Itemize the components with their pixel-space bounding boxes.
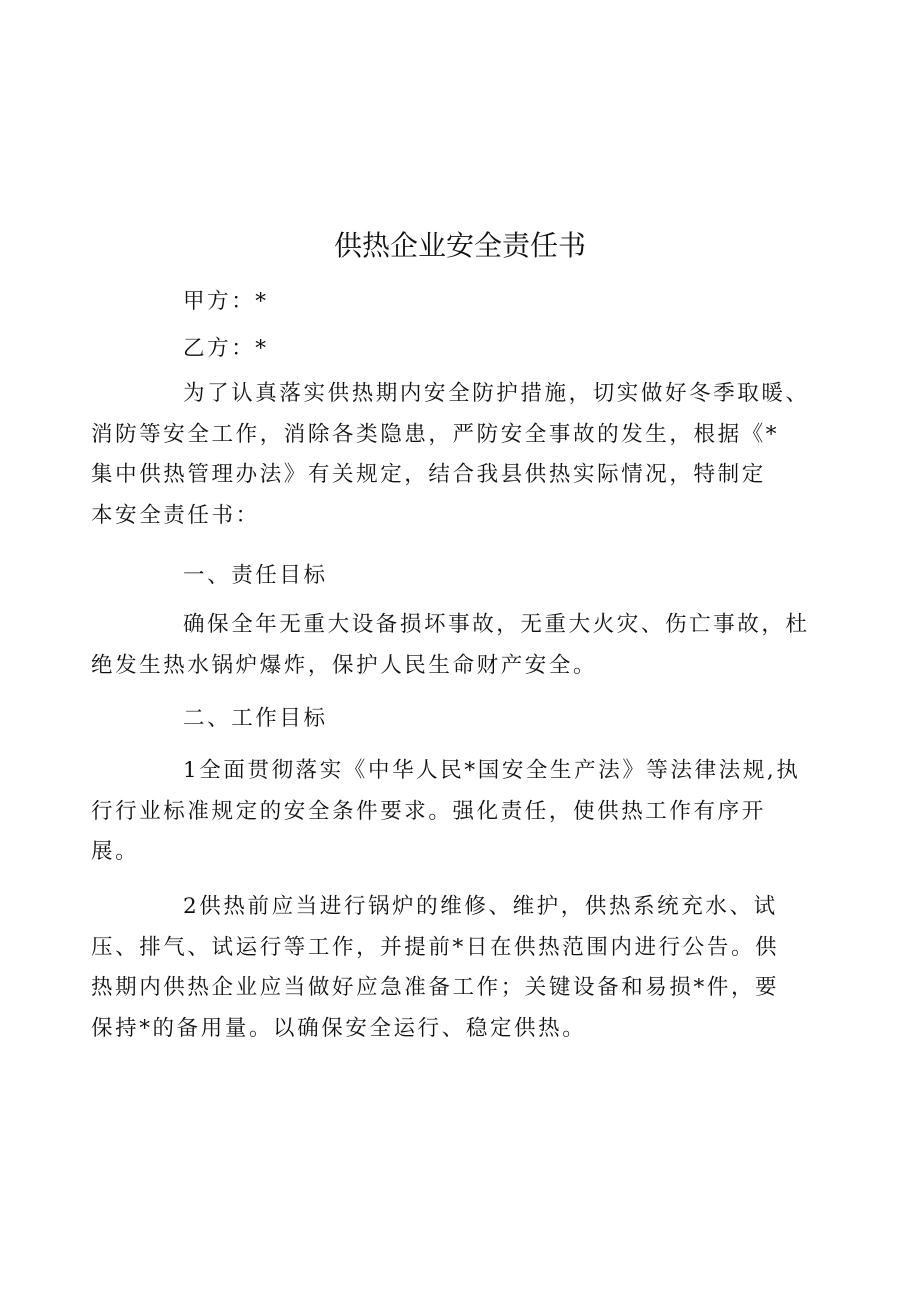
intro-paragraph [91,374,810,536]
work-item-2-line: 2供热前应当进行锅炉的维修、维护，供热系统充水、试 [183,894,778,919]
work-item-1 [91,751,801,873]
party-b-text: 乙方：* [183,336,269,361]
section-1-heading [137,556,797,597]
section-1-body [91,605,810,686]
work-item-1-line: 1全面贯彻落实《中华人民*国安全生产法》等法律法规,执 [183,758,801,783]
section-1-line: 确保全年无重大设备损坏事故，无重大火灾、伤亡事故，杜 [183,612,810,637]
intro-line: 为了认真落实供热期内安全防护措施，切实做好冬季取暖、 [183,381,810,406]
work-item-2-line: 保持*的备用量。以确保安全运行、稳定供热。 [91,1015,587,1041]
section-1-line: 绝发生热水锅炉爆炸，保护人民生命财产安全。 [91,652,598,678]
party-a-text: 甲方：* [183,289,269,314]
work-item-1-line: 行行业标准规定的安全条件要求。强化责任，使供热工作有序开 [91,798,766,824]
party-b [137,329,797,370]
intro-line: 集中供热管理办法》有关规定，结合我县供热实际情况，特制定 [91,462,766,487]
intro-line: 消防等安全工作，消除各类隐患，严防安全事故的发生，根据《* [91,421,780,447]
section-1-heading-text: 一、责任目标 [183,563,328,588]
work-item-2 [91,887,797,1049]
party-a [137,282,797,323]
intro-line: 本安全责任书： [91,502,260,528]
section-2-heading [137,699,797,740]
work-item-2-line: 压、排气、试运行等工作，并提前*日在供热范围内进行公告。供 [91,934,780,960]
document-title: 供热企业安全责任书 [333,229,586,262]
work-item-2-line: 热期内供热企业应当做好应急准备工作；关键设备和易损*件，要 [91,975,780,1000]
section-2-heading-text: 二、工作目标 [183,706,328,731]
work-item-1-line: 展。 [91,839,140,864]
